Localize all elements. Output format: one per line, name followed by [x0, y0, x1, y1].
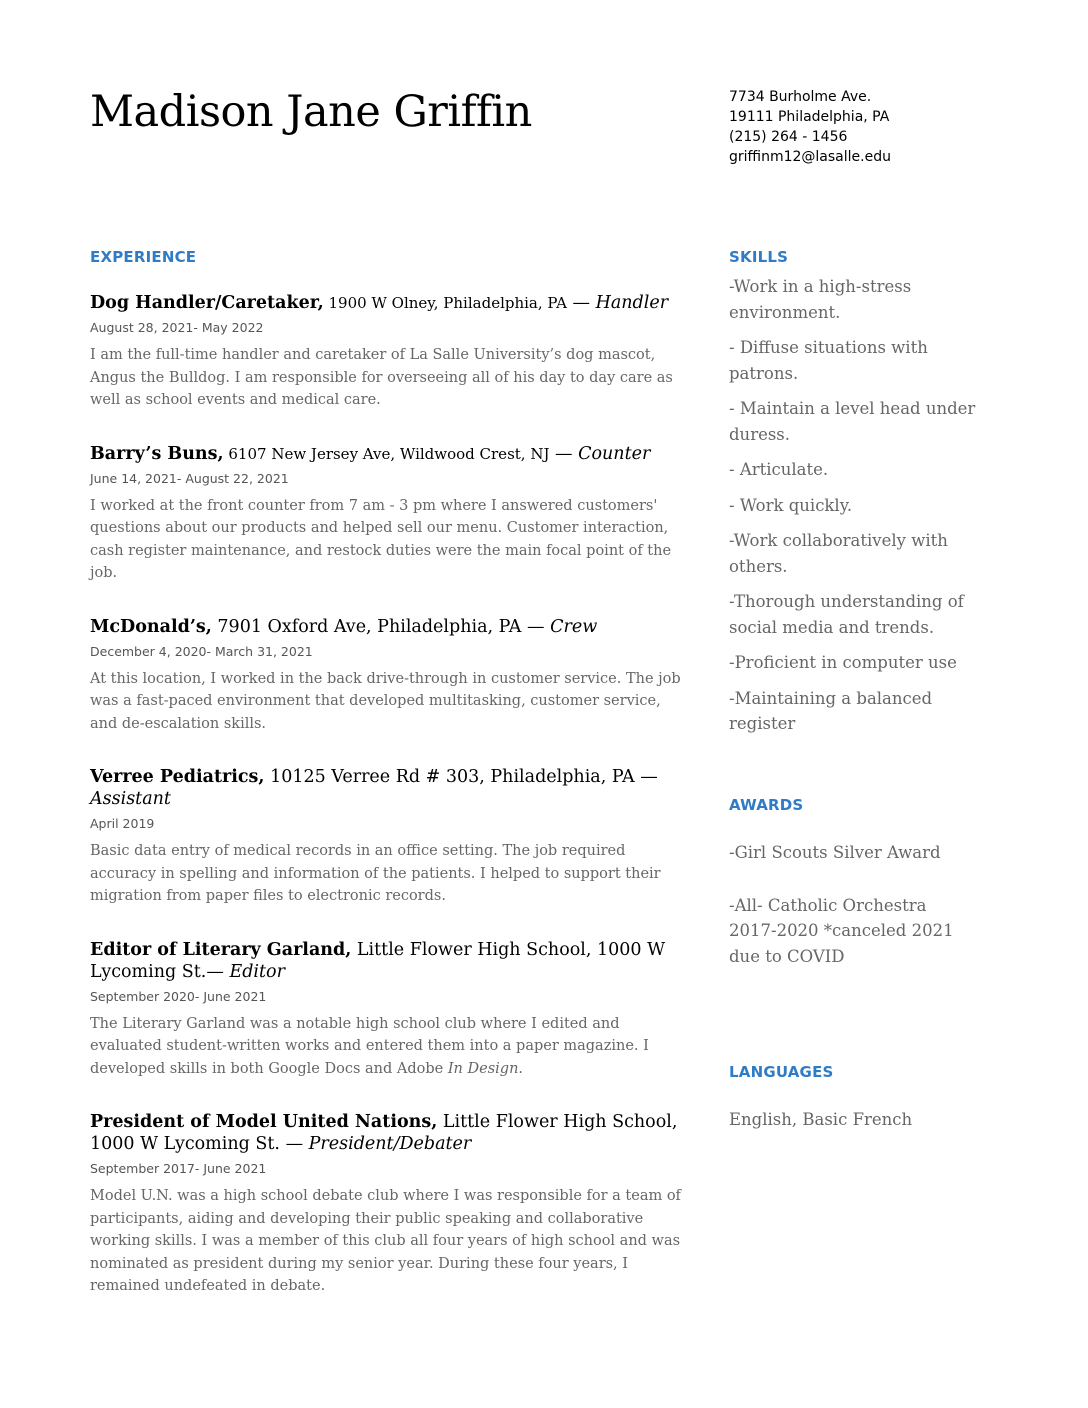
skill-item: - Diffuse situations with patrons.: [729, 338, 928, 383]
job-org: Editor of Literary Garland,: [90, 939, 352, 960]
job-role: Handler: [595, 293, 669, 313]
award-item: -Girl Scouts Silver Award: [729, 843, 941, 862]
job-role: Assistant: [90, 789, 171, 809]
job-heading: [90, 939, 690, 983]
job-entry: [90, 292, 690, 412]
job-org: President of Model United Nations,: [90, 1112, 438, 1132]
awards-list: [729, 840, 979, 969]
job-description: At this location, I worked in the back drive-through in customer service. The job was a fast-paced environment that developed multitasking, customer service, and de-escalation skills.: [90, 670, 681, 732]
job-location: Little Flower High School, 1000 W Lycoming St.: [90, 1112, 678, 1154]
languages-heading: LANGUAGES: [729, 1063, 834, 1081]
job-org: Verree Pediatrics,: [90, 767, 265, 787]
address-line-2: 19111 Philadelphia, PA: [729, 109, 890, 125]
job-org: Dog Handler/Caretaker,: [90, 293, 324, 313]
experience-section: [90, 248, 690, 1298]
resume-name: Madison Jane Griffin: [90, 87, 532, 137]
job-entry: [90, 443, 690, 585]
skill-item: -Maintaining a balanced register: [729, 688, 933, 733]
job-entry: [90, 939, 690, 1081]
job-date: August 28, 2021- May 2022: [90, 320, 264, 335]
award-item: -All- Catholic Orchestra 2017-2020 *canceled 2021 due to COVID: [729, 895, 954, 966]
job-separator: —: [549, 443, 579, 464]
skills-heading: SKILLS: [729, 248, 789, 266]
job-heading: [90, 766, 690, 810]
job-role: Editor: [229, 961, 285, 982]
skills-list: [729, 274, 979, 737]
job-date: September 2017- June 2021: [90, 1161, 267, 1176]
job-org: McDonald’s,: [90, 616, 212, 637]
job-location: Little Flower High School, 1000 W Lycoming St.: [90, 939, 666, 982]
job-separator: —: [566, 293, 596, 313]
sidebar-column: [729, 248, 979, 1129]
job-description-end: .: [518, 1060, 524, 1077]
address-line-1: 7734 Burholme Ave.: [729, 89, 872, 105]
job-role: Crew: [550, 616, 598, 637]
awards-heading: AWARDS: [729, 796, 804, 814]
job-heading: [90, 292, 690, 314]
job-date: April 2019: [90, 816, 155, 831]
job-separator: —: [280, 1134, 309, 1154]
job-date: December 4, 2020- March 31, 2021: [90, 643, 313, 659]
job-date: September 2020- June 2021: [90, 988, 267, 1004]
contact-block: [729, 87, 1069, 167]
job-heading: [90, 443, 690, 465]
job-heading: [90, 616, 690, 638]
job-location: 1900 W Olney, Philadelphia, PA: [323, 294, 567, 312]
job-heading: [90, 1111, 690, 1155]
job-separator: —: [521, 616, 551, 637]
phone-number: (215) 264 - 1456: [729, 129, 848, 145]
skill-item: -Work collaboratively with others.: [729, 531, 948, 576]
job-description: Basic data entry of medical records in an office setting. The job required accuracy in spelling and information of the patients. I helped to support their migration from paper files to electronic records.: [90, 843, 661, 904]
job-description: [90, 1013, 690, 1081]
job-entry: [90, 616, 690, 736]
job-description: Model U.N. was a high school debate club where I was responsible for a team of participants, aiding and developing their public speaking and collaborative working skills. I was a member of this club all four years of high school and was nominated as president during my senior year. During these four years, I remained undefeated in debate.: [90, 1188, 681, 1294]
skill-item: -Proficient in computer use: [729, 653, 957, 672]
skill-item: - Articulate.: [729, 460, 829, 479]
job-description: I worked at the front counter from 7 am - 3 pm where I answered customers' questions about our products and helped sell our menu. Customer interaction, cash register maintenance, and restock duties were the main focal point of the job.: [90, 497, 672, 581]
job-description-text: The Literary Garland was a notable high school club where I edited and evaluated student-written works and entered them into a paper magazine. I developed skills in both Google Docs and Adobe: [90, 1015, 649, 1077]
job-entry: [90, 766, 690, 908]
skill-item: - Work quickly.: [729, 495, 853, 515]
skill-item: - Maintain a level head under duress.: [729, 399, 976, 444]
skill-item: -Work in a high-stress environment.: [729, 277, 912, 322]
experience-heading: EXPERIENCE: [90, 248, 197, 266]
job-entry: [90, 1111, 690, 1298]
job-date: June 14, 2021- August 22, 2021: [90, 470, 289, 486]
job-description-italic: In Design: [447, 1060, 519, 1077]
job-role: Counter: [578, 443, 651, 464]
languages-text: English, Basic French: [729, 1110, 913, 1129]
skill-item: -Thorough understanding of social media and trends.: [729, 592, 964, 637]
job-role: President/Debater: [308, 1134, 472, 1154]
email-address[interactable]: griffinm12@lasalle.edu: [729, 149, 891, 165]
job-location: 7901 Oxford Ave, Philadelphia, PA: [211, 616, 522, 637]
job-separator: —: [206, 961, 230, 982]
job-location: 6107 New Jersey Ave, Wildwood Crest, NJ: [223, 444, 550, 463]
job-separator: —: [634, 767, 658, 787]
job-org: Barry’s Buns,: [90, 443, 224, 464]
job-description: I am the full-time handler and caretaker of La Salle University’s dog mascot, Angus the Bulldog. I am responsible for overseeing all of his day to day care as well as school events and medical care.: [90, 347, 673, 408]
job-location: 10125 Verree Rd # 303, Philadelphia, PA: [264, 767, 635, 787]
